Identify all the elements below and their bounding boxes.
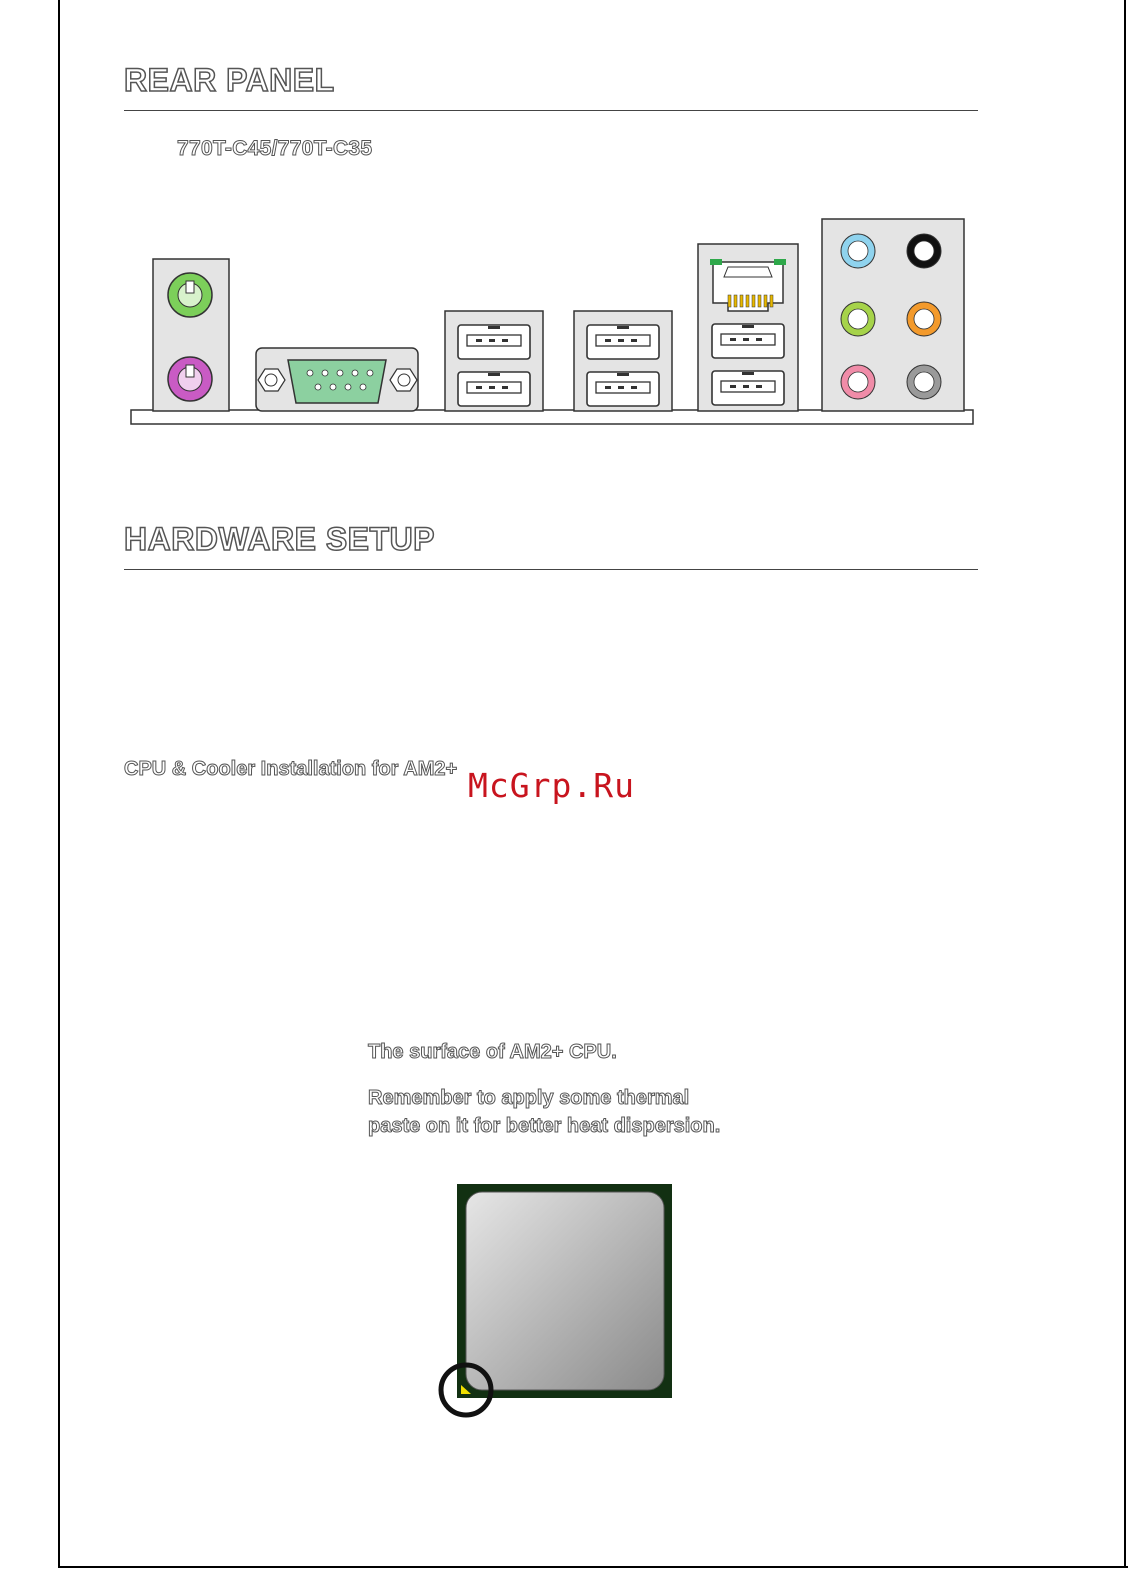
usb-ports: [445, 311, 543, 411]
audio-jack-hole: [848, 309, 868, 329]
audio-jack-hole: [914, 309, 934, 329]
lan-usb-block: [698, 244, 798, 411]
audio-jack-hole: [848, 241, 868, 261]
cpu-heat-spreader: [466, 1192, 664, 1390]
thermal-paste-note-line2: paste on it for better heat dispersion.: [368, 1115, 721, 1137]
page-border-bottom: [58, 1566, 1128, 1568]
rear-panel-title: REAR PANEL: [124, 62, 335, 98]
hardware-setup-title: HARDWARE SETUP: [124, 521, 436, 557]
io-shield-base: [131, 410, 973, 424]
page-border-right: [1124, 0, 1126, 1568]
rear-panel-rule: [124, 110, 978, 111]
serial-port: [256, 348, 418, 411]
rear-panel-diagram: [128, 215, 978, 430]
audio-jack-hole: [848, 372, 868, 392]
audio-jack-hole: [914, 241, 934, 261]
watermark: McGrp.Ru: [468, 766, 635, 805]
audio-jacks: [822, 219, 964, 411]
cpu-surface-caption: The surface of AM2+ CPU.: [368, 1041, 617, 1063]
usb-ports: [574, 311, 672, 411]
model-label: 770T-C45/770T-C35: [177, 137, 373, 160]
ps2-ports: [153, 259, 229, 411]
cpu-diagram: [436, 1180, 680, 1424]
cpu-install-heading: CPU & Cooler Installation for AM2+: [124, 758, 458, 780]
hardware-setup-rule: [124, 569, 978, 570]
page-border-left: [58, 0, 60, 1568]
audio-jack-hole: [914, 372, 934, 392]
thermal-paste-note-line1: Remember to apply some thermal: [368, 1087, 690, 1109]
